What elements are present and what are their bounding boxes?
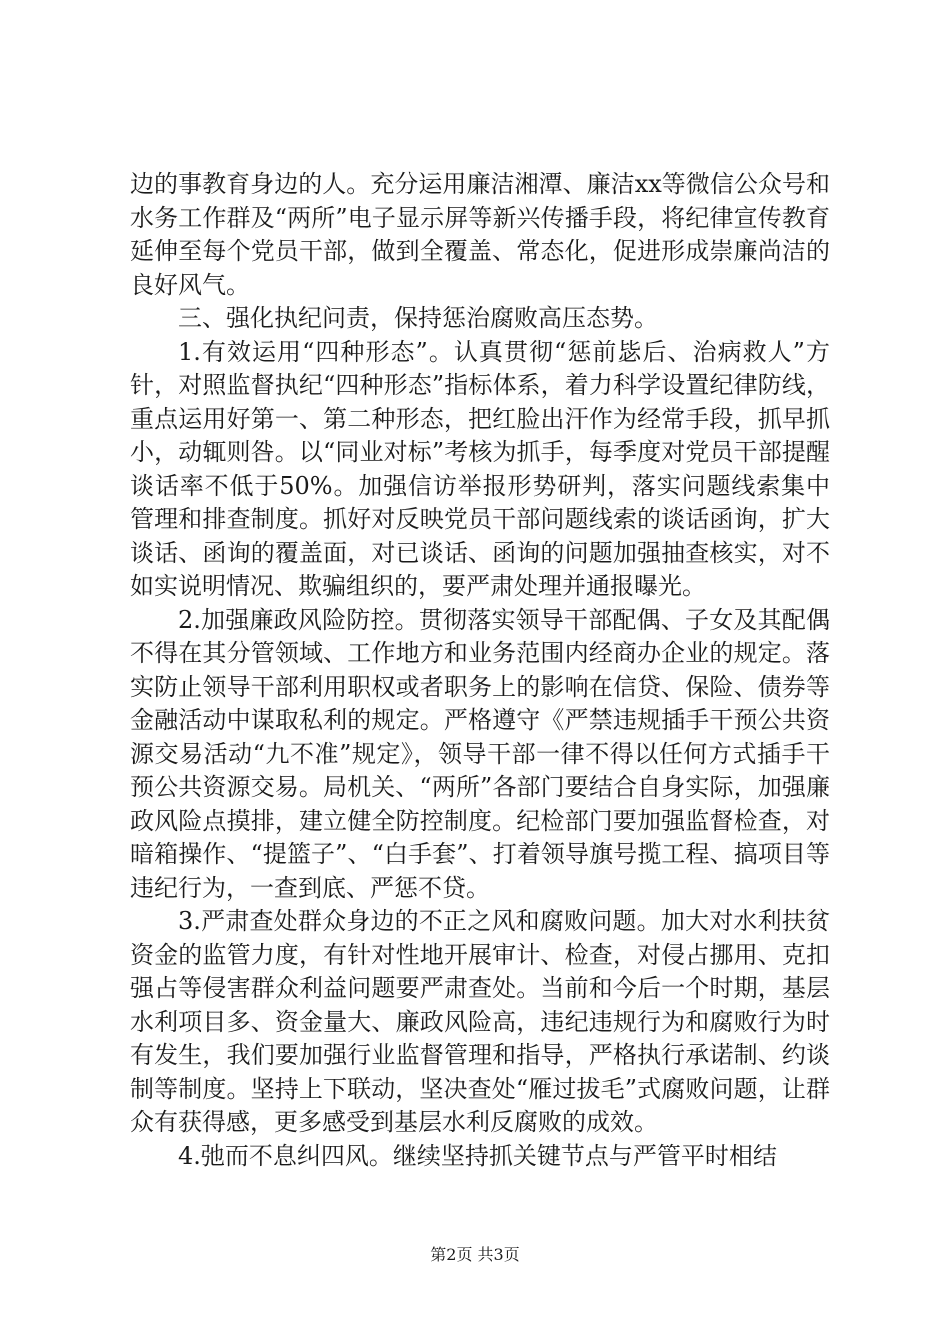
paragraph-1: 边的事教育身边的人。充分运用廉洁湘潭、廉洁xx等微信公众号和水务工作群及“两所”电子显示屏等新兴传播手段，将纪律宣传教育延伸至每个党员干部，做到全覆盖、常态化，促进形成崇廉尚洁的良好风气。 (130, 170, 830, 299)
paragraph-6: 4.弛而不息纠四风。继续坚持抓关键节点与严管平时相结 (178, 1141, 777, 1170)
page-number-footer: 第2页 共3页 (430, 1245, 520, 1264)
paragraph-4: 2.加强廉政风险防控。贯彻落实领导干部配偶、子女及其配偶不得在其分管领域、工作地方和业务范围内经商办企业的规定。落实防止领导干部利用职权或者职务上的影响在信贷、保险、债券等金融活动中谋取私利的规定。严格遵守《严禁违规插手干预公共资源交易活动“九不准”规定》，领导干部一律不得以任何方式插手干预公共资源交易。局机关、“两所”各部门要结合自身实际，加强廉政风险点摸排，建立健全防控制度。纪检部门要加强监督检查，对暗箱操作、“提篮子”、“白手套”、打着领导旗号揽工程、搞项目等违纪行为，一查到底、严惩不贷。 (130, 605, 830, 902)
paragraph-3: 1.有效运用“四种形态”。认真贯彻“惩前毖后、治病救人”方针，对照监督执纪“四种形态”指标体系，着力科学设置纪律防线，重点运用好第一、第二种形态，把红脸出汗作为经常手段，抓早抓小，动辄则咎。以“同业对标”考核为抓手，每季度对党员干部提醒谈话率不低于50%。加强信访举报形势研判，落实问题线索集中管理和排查制度。抓好对反映党员干部问题线索的谈话函询，扩大谈话、函询的覆盖面，对已谈话、函询的问题加强抽查核实，对不如实说明情况、欺骗组织的，要严肃处理并通报曝光。 (130, 337, 830, 600)
document-body (130, 168, 830, 1173)
paragraph-2: 三、强化执纪问责，保持惩治腐败高压态势。 (178, 304, 658, 332)
paragraph-5: 3.严肃查处群众身边的不正之风和腐败问题。加大对水利扶贫资金的监管力度，有针对性地开展审计、检查，对侵占挪用、克扣强占等侵害群众利益问题要严肃查处。当前和今后一个时期，基层水利项目多、资金量大、廉政风险高，违纪违规行为和腐败行为时有发生，我们要加强行业监督管理和指导，严格执行承诺制、约谈制等制度。坚持上下联动，坚决查处“雁过拔毛”式腐败问题，让群众有获得感，更多感受到基层水利反腐败的成效。 (130, 907, 830, 1136)
